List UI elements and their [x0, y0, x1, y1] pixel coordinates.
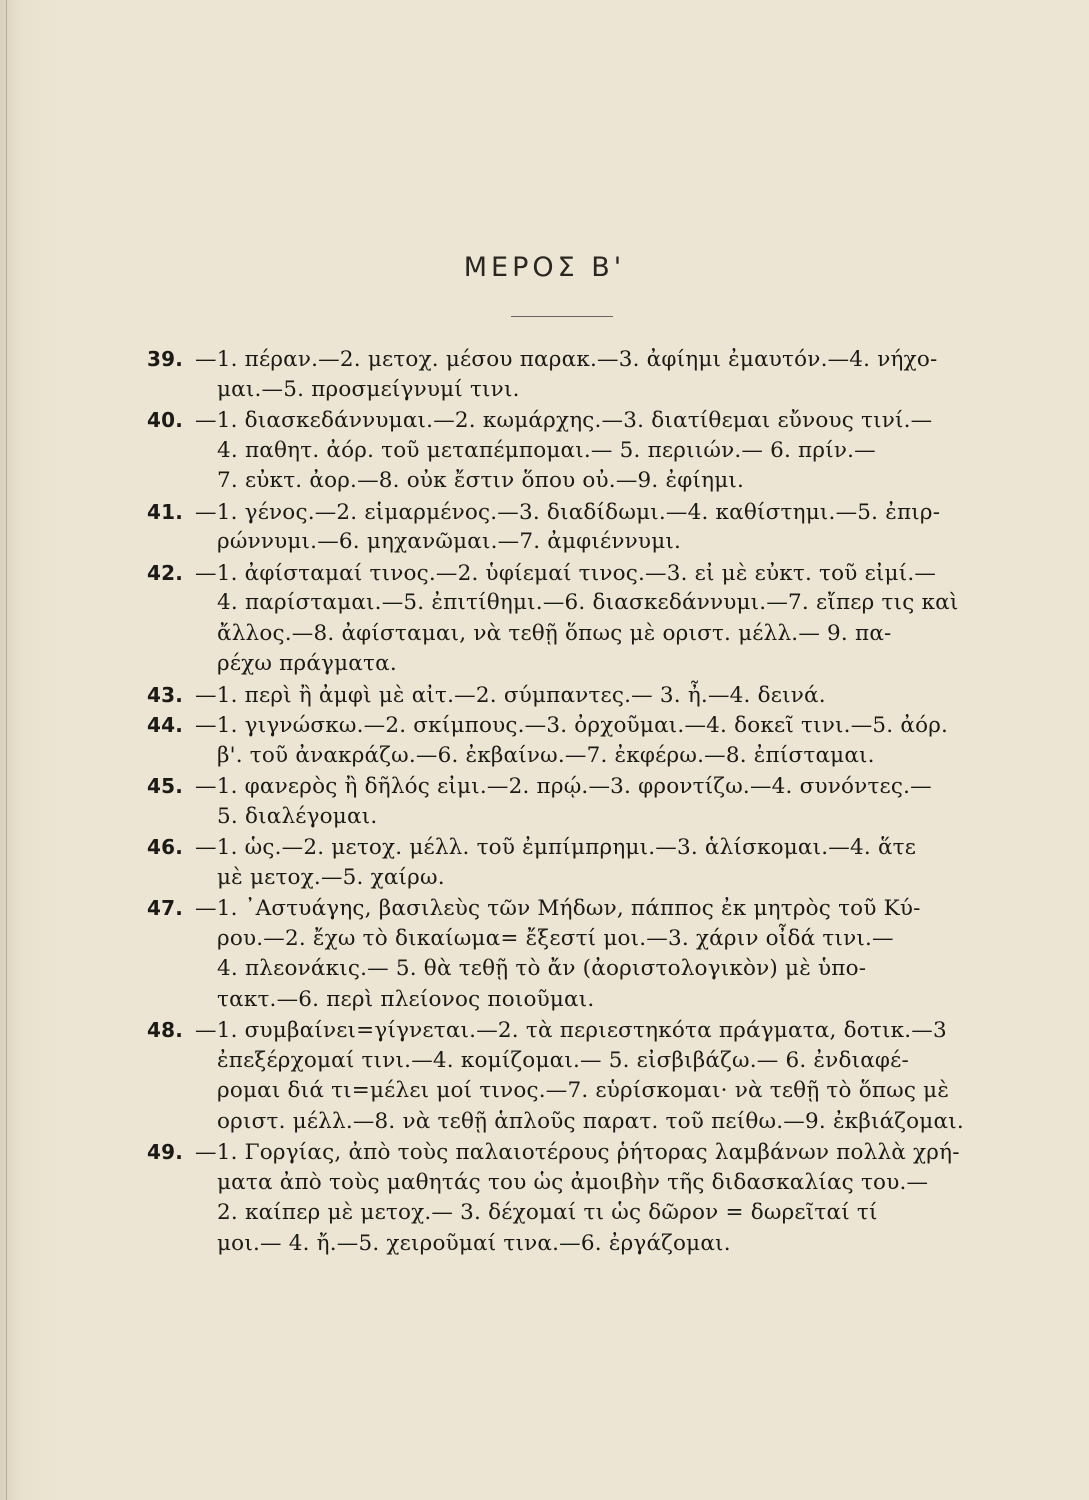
exercise-number: 43. — [147, 682, 184, 707]
entry-line: ἄλλος.—8. ἀφίσταμαι, νὰ τεθῇ ὅπως μὲ οριστ. μέλλ.— 9. πα- — [217, 620, 892, 646]
entry-text: —1. συμβαίνει=γίγνεται.—2. τὰ περιεστηκότα πράγματα, δοτικ.—3 — [195, 1018, 947, 1043]
entry-line: β'. τοῦ ἀνακράζω.—6. ἐκβαίνω.—7. ἐκφέρω.—8. ἐπίσταμαι. — [217, 742, 875, 768]
entry-line: 4. πλεονάκις.— 5. θὰ τεθῇ τὸ ἄν (ἀοριστολογικὸν) μὲ ὑπο- — [217, 956, 867, 981]
entry-line: ρέχω πράγματα. — [217, 651, 397, 676]
entry-text: —1. γιγνώσκω.—2. σκίμπους.—3. ὀρχοῦμαι.—4. δοκεῖ τινι.—5. ἀόρ. — [195, 713, 949, 738]
exercise-number: 44. — [147, 713, 184, 737]
exercise-number: 45. — [147, 774, 184, 798]
entry-text: —1. φανερὸς ἢ δῆλός εἰμι.—2. πρῴ.—3. φροντίζω.—4. συνόντες.— — [195, 774, 932, 799]
entry-line: ρομαι διά τι=μέλει μοί τινος.—7. εὑρίσκομαι· νὰ τεθῇ τὸ ὅπως μὲ — [217, 1078, 950, 1103]
entry-line: ρου.—2. ἔχω τὸ δικαίωμα= ἔξεστί μοι.—3. χάριν οἶδά τινι.— — [217, 925, 894, 951]
entry-line — [147, 344, 977, 375]
entry-text: —1. ὡς.—2. μετοχ. μέλλ. τοῦ ἐμπίμπρημι.—3. ἁλίσκομαι.—4. ἅτε — [195, 835, 917, 860]
entry-line — [147, 558, 977, 589]
exercise-entry — [147, 344, 977, 405]
answer-key-list — [147, 344, 977, 1259]
binding-edge — [6, 0, 7, 1500]
entry-text: —1. διασκεδάννυμαι.—2. κωμάρχης.—3. διατίθεμαι εὔνους τινί.— — [195, 408, 933, 433]
entry-line — [147, 893, 977, 924]
exercise-entry — [147, 558, 977, 680]
entry-line: μοι.— 4. ἤ.—5. χειροῦμαί τινα.—6. ἐργάζομαι. — [217, 1230, 731, 1256]
entry-line: τακτ.—6. περὶ πλείονος ποιοῦμαι. — [217, 986, 595, 1012]
entry-line — [147, 405, 977, 436]
exercise-entry — [147, 771, 977, 832]
entry-text: —1. γένος.—2. εἱμαρμένος.—3. διαδίδωμι.—4. καθίστημι.—5. ἐπιρ- — [195, 499, 941, 525]
entry-line: 4. παθητ. ἀόρ. τοῦ μεταπέμπομαι.— 5. περιιών.— 6. πρίν.— — [217, 437, 876, 463]
entry-line: μαι.—5. προσμείγνυμί τινι. — [217, 376, 520, 402]
exercise-number: 41. — [147, 499, 184, 524]
exercise-entry — [147, 1015, 977, 1137]
section-title: ΜΕΡΟΣ Β' — [463, 252, 626, 283]
entry-line — [147, 1015, 977, 1046]
exercise-entry — [147, 832, 977, 893]
entry-line — [147, 497, 977, 528]
exercise-number: 39. — [147, 347, 184, 371]
entry-line — [147, 1137, 977, 1168]
entry-line: ἐπεξέρχομαί τινι.—4. κομίζομαι.— 5. εἰσβιβάζω.— 6. ἐνδιαφέ- — [217, 1047, 909, 1073]
exercise-number: 47. — [147, 896, 184, 920]
entry-line — [147, 710, 977, 741]
exercise-number: 42. — [147, 560, 184, 585]
exercise-entry — [147, 497, 977, 558]
exercise-number: 49. — [147, 1140, 184, 1164]
entry-line — [147, 771, 977, 802]
exercise-entry — [147, 710, 977, 771]
exercise-entry — [147, 680, 977, 711]
title-divider — [511, 316, 613, 317]
entry-text: —1. ᾿Αστυάγης, βασιλεὺς τῶν Μήδων, πάππος ἐκ μητρὸς τοῦ Κύ- — [195, 896, 921, 921]
exercise-number: 46. — [147, 835, 184, 859]
exercise-entry — [147, 893, 977, 1015]
entry-line: 7. εὐκτ. ἀορ.—8. οὐκ ἔστιν ὅπου οὐ.—9. ἐφίημι. — [217, 468, 745, 493]
entry-line: μὲ μετοχ.—5. χαίρω. — [217, 864, 445, 890]
entry-line: ματα ἀπὸ τοὺς μαθητάς του ὡς ἀμοιβὴν τῆς διδασκαλίας του.— — [217, 1169, 929, 1195]
entry-text: —1. πέραν.—2. μετοχ. μέσου παρακ.—3. ἀφίημι ἐμαυτόν.—4. νήχο- — [195, 347, 938, 372]
entry-line — [147, 832, 977, 863]
entry-line: 5. διαλέγομαι. — [217, 803, 378, 829]
exercise-entry — [147, 405, 977, 497]
entry-text: —1. περὶ ἢ ἀμφὶ μὲ αἰτ.—2. σύμπαντες.— 3. ἦ.—4. δεινά. — [195, 682, 826, 708]
entry-text: —1. ἀφίσταμαί τινος.—2. ὑφίεμαί τινος.—3. εἰ μὲ εὐκτ. τοῦ εἰμί.— — [195, 560, 937, 586]
entry-line — [147, 680, 977, 711]
entry-line: οριστ. μέλλ.—8. νὰ τεθῇ ἁπλοῦς παρατ. τοῦ πείθω.—9. ἐκβιάζομαι. — [217, 1108, 964, 1134]
exercise-number: 48. — [147, 1018, 184, 1042]
exercise-entry — [147, 1137, 977, 1259]
entry-line: 4. παρίσταμαι.—5. ἐπιτίθημι.—6. διασκεδάννυμι.—7. εἴπερ τις καὶ — [217, 590, 959, 615]
entry-text: —1. Γοργίας, ἀπὸ τοὺς παλαιοτέρους ῥήτορας λαμβάνων πολλὰ χρή- — [195, 1140, 960, 1165]
entry-line: 2. καίπερ μὲ μετοχ.— 3. δέχομαί τι ὡς δῶρον = δωρεῖταί τί — [217, 1200, 878, 1225]
exercise-number: 40. — [147, 408, 184, 432]
entry-line: ρώννυμι.—6. μηχανῶμαι.—7. ἀμφιέννυμι. — [217, 529, 682, 554]
